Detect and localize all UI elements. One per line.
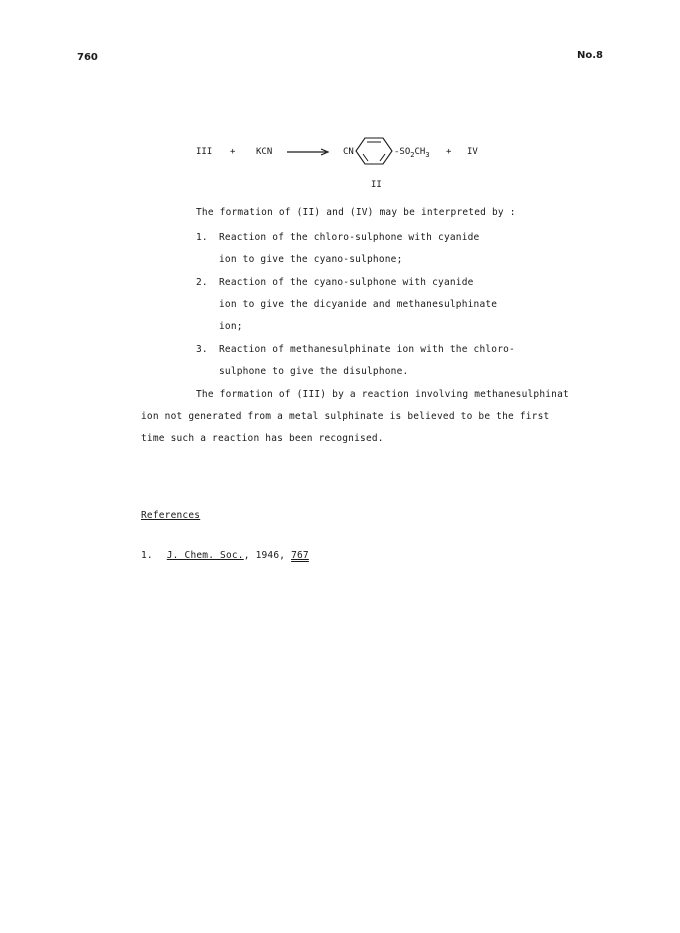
- reference-journal: J. Chem. Soc.: [166, 550, 244, 561]
- step-1-line-1: Reaction of the chloro-sulphone with cyanide: [219, 232, 480, 243]
- step-2-line-3: ion;: [219, 321, 243, 332]
- step-3-number: 3.: [196, 344, 208, 355]
- reference-item: [141, 550, 309, 561]
- step-2-line-1: Reaction of the cyano-sulphone with cyanide: [219, 277, 474, 288]
- step-2-line-2: ion to give the dicyanide and methanesulphinate: [219, 299, 498, 310]
- step-3-line-2: sulphone to give the disulphone.: [219, 366, 409, 377]
- plus-sign: +: [230, 147, 236, 157]
- step-2-number: 2.: [196, 277, 208, 288]
- step-1-line-2: ion to give the cyano-sulphone;: [219, 254, 403, 265]
- reaction-arrow: [286, 147, 330, 157]
- reactant-iii: III: [196, 147, 213, 157]
- reference-number: 1.: [141, 550, 153, 561]
- reference-year: , 1946,: [243, 550, 292, 561]
- reactant-kcn: KCN: [256, 147, 273, 157]
- plus-sign-2: +: [446, 147, 452, 157]
- benzene-ring-icon: [354, 134, 396, 168]
- paragraph-line-1: The formation of (III) by a reaction involving methanesulphinat: [196, 389, 569, 400]
- issue-number: No.8: [577, 50, 603, 61]
- paragraph-line-3: time such a reaction has been recognised.: [141, 433, 384, 444]
- cyano-group: CN: [343, 147, 354, 157]
- paragraph-line-2: ion not generated from a metal sulphinate is believed to be the first: [141, 411, 550, 422]
- step-1-number: 1.: [196, 232, 208, 243]
- intro-line: The formation of (II) and (IV) may be interpreted by :: [196, 207, 516, 218]
- ch-text: CH: [414, 147, 426, 157]
- references-heading: References: [141, 510, 201, 521]
- step-3-line-1: Reaction of methanesulphinate ion with the chloro-: [219, 344, 515, 355]
- so-text: SO: [399, 147, 411, 157]
- product-iv: IV: [467, 147, 478, 157]
- ch3-subscript: 3: [425, 150, 430, 159]
- so2-subscript: 2: [410, 150, 415, 159]
- sulphonyl-group: $-SO_2CH_3$: [394, 147, 430, 159]
- reference-page: 767: [291, 550, 309, 561]
- page-number: 760: [77, 52, 98, 63]
- product-label-ii: II: [371, 180, 382, 190]
